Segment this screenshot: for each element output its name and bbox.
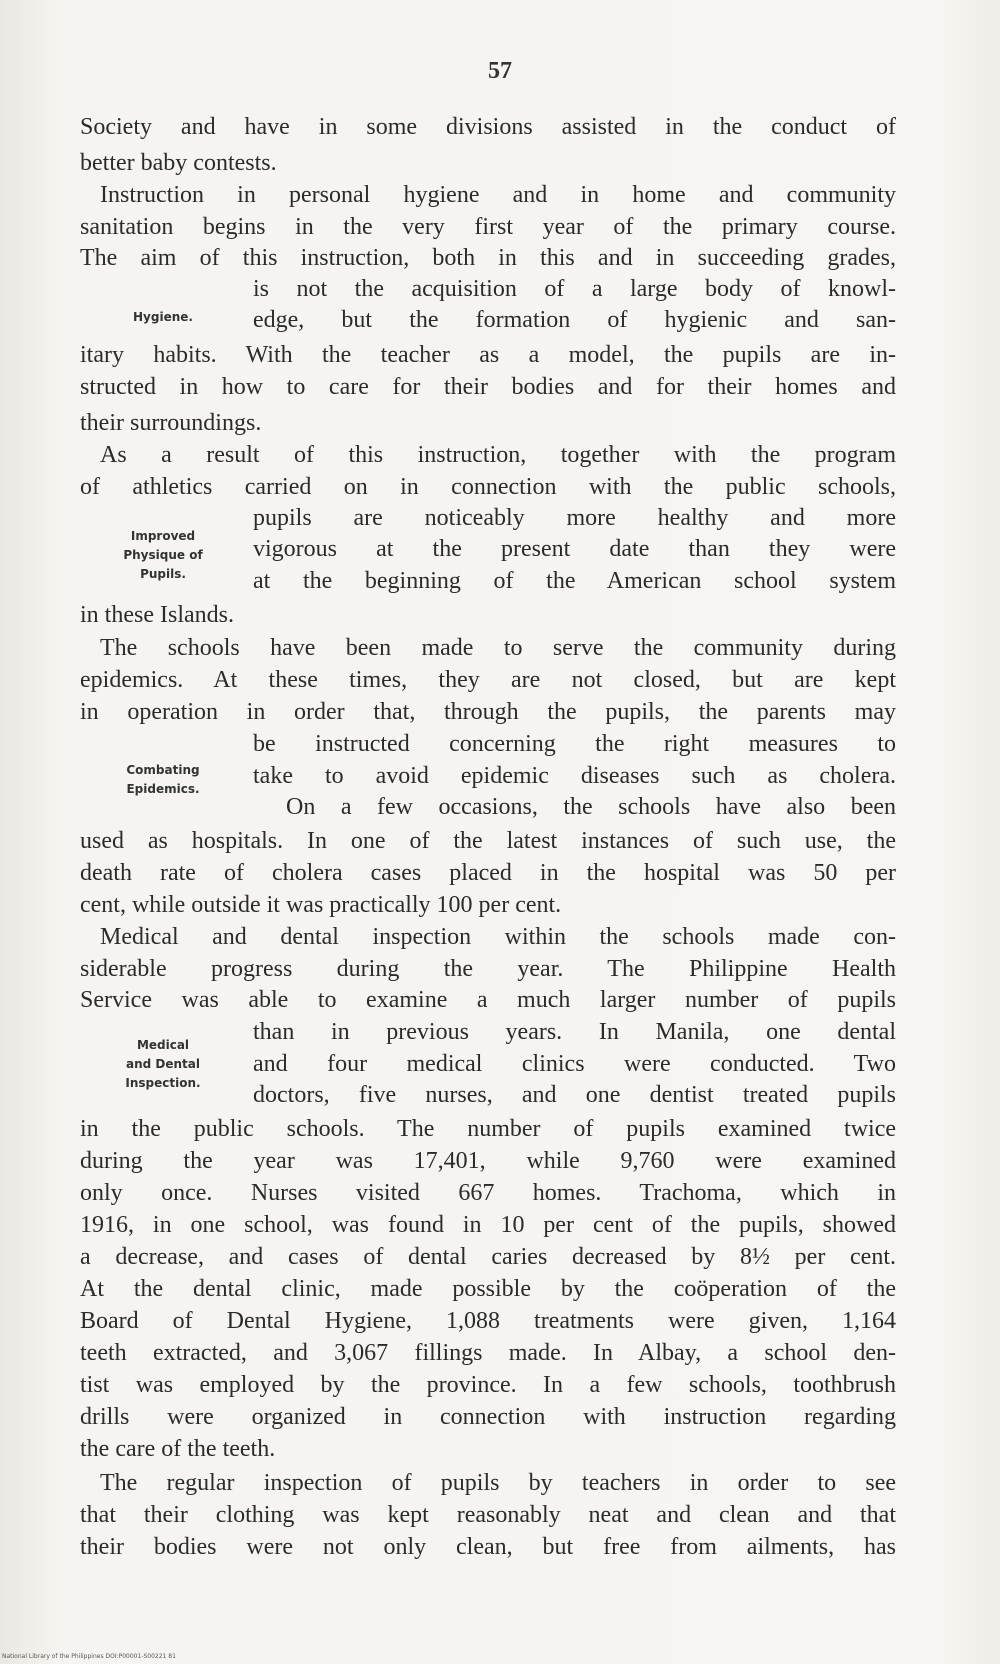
margin-note-pupils: Pupils. bbox=[140, 567, 186, 581]
text-line: 1916, in one school, was found in 10 per cent of the pupils, showed bbox=[80, 1212, 896, 1238]
margin-note-inspection: Inspection. bbox=[125, 1076, 201, 1090]
text-line: epidemics. At these times, they are not closed, but are kept bbox=[80, 667, 896, 693]
margin-note-combating: Combating bbox=[126, 763, 200, 777]
text-line: drills were organized in connection with instruction regarding bbox=[80, 1404, 896, 1430]
text-line: teeth extracted, and 3,067 fillings made. In Albay, a school den- bbox=[80, 1340, 896, 1366]
text-line: a decrease, and cases of dental caries decreased by 8½ per cent. bbox=[80, 1244, 896, 1270]
margin-note-improved: Improved bbox=[130, 529, 196, 543]
text-line: in these Islands. bbox=[80, 602, 234, 628]
margin-note-and-dental: and Dental bbox=[126, 1057, 200, 1071]
text-line: used as hospitals. In one of the latest instances of such use, the bbox=[80, 828, 896, 854]
text-line: that their clothing was kept reasonably neat and clean and that bbox=[80, 1502, 896, 1528]
text-line: itary habits. With the teacher as a model, the pupils are in- bbox=[80, 342, 896, 368]
text-line: the care of the teeth. bbox=[80, 1436, 276, 1462]
text-line: their bodies were not only clean, but free from ailments, has bbox=[80, 1534, 896, 1560]
margin-note-medical: Medical bbox=[136, 1038, 190, 1052]
text-line: structed in how to care for their bodies and for their homes and bbox=[80, 374, 896, 400]
text-line: vigorous at the present date than they were bbox=[253, 536, 896, 562]
text-line: and four medical clinics were conducted. Two bbox=[253, 1051, 896, 1077]
text-line: take to avoid epidemic diseases such as cholera. bbox=[253, 763, 896, 789]
text-line: in the public schools. The number of pupils examined twice bbox=[80, 1116, 896, 1142]
text-line: is not the acquisition of a large body of knowl- bbox=[253, 276, 896, 302]
text-line: Board of Dental Hygiene, 1,088 treatments were given, 1,164 bbox=[80, 1308, 896, 1334]
text-line: be instructed concerning the right measures to bbox=[253, 731, 896, 757]
text-line: The aim of this instruction, both in this and in succeeding grades, bbox=[80, 245, 896, 271]
text-line: Instruction in personal hygiene and in home and community bbox=[100, 182, 896, 208]
text-line: On a few occasions, the schools have also been bbox=[286, 794, 896, 820]
text-line: The regular inspection of pupils by teachers in order to see bbox=[100, 1470, 896, 1496]
text-line: As a result of this instruction, together with the program bbox=[100, 442, 896, 468]
text-line: of athletics carried on in connection with the public schools, bbox=[80, 474, 896, 500]
text-line: in operation in order that, through the pupils, the parents may bbox=[80, 699, 896, 725]
text-line: sanitation begins in the very first year of the primary course. bbox=[80, 214, 896, 240]
text-line: during the year was 17,401, while 9,760 were examined bbox=[80, 1148, 896, 1174]
text-line: doctors, five nurses, and one dentist treated pupils bbox=[253, 1082, 896, 1108]
text-line: better baby contests. bbox=[80, 150, 277, 176]
text-line: pupils are noticeably more healthy and more bbox=[253, 505, 896, 531]
text-line: edge, but the formation of hygienic and san- bbox=[253, 307, 896, 333]
margin-note-hygiene: Hygiene. bbox=[133, 310, 193, 324]
text-line: The schools have been made to serve the community during bbox=[100, 635, 896, 661]
text-line: than in previous years. In Manila, one dental bbox=[253, 1019, 896, 1045]
text-line: Society and have in some divisions assisted in the conduct of bbox=[80, 114, 896, 140]
text-line: only once. Nurses visited 667 homes. Trachoma, which in bbox=[80, 1180, 896, 1206]
text-line: tist was employed by the province. In a few schools, toothbrush bbox=[80, 1372, 896, 1398]
margin-note-physique: Physique of bbox=[123, 548, 203, 562]
margin-note-epidemics: Epidemics. bbox=[126, 782, 200, 796]
text-line: cent, while outside it was practically 100 per cent. bbox=[80, 892, 562, 918]
page-number: 57 bbox=[488, 58, 512, 84]
text-line: At the dental clinic, made possible by the coöperation of the bbox=[80, 1276, 896, 1302]
scan-footer: National Library of the Philippines DOI:P00001-S00221 81 bbox=[2, 1653, 176, 1660]
text-line: death rate of cholera cases placed in the hospital was 50 per bbox=[80, 860, 896, 886]
text-line: at the beginning of the American school system bbox=[253, 568, 896, 594]
text-line: Service was able to examine a much larger number of pupils bbox=[80, 987, 896, 1013]
text-line: siderable progress during the year. The Philippine Health bbox=[80, 956, 896, 982]
text-line: Medical and dental inspection within the schools made con- bbox=[100, 924, 896, 950]
text-line: their surroundings. bbox=[80, 410, 262, 436]
